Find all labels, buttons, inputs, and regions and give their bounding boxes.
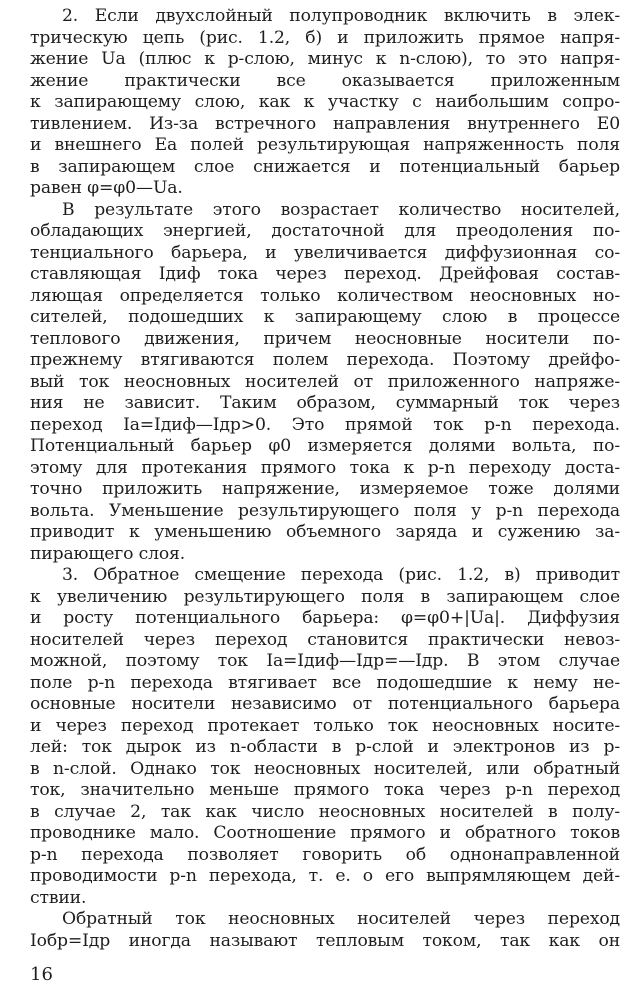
text-line: 2. Если двухслойный полупроводник включить в элек- — [62, 6, 620, 26]
text-line: Потенциальный барьер φ0 измеряется долями вольта, по- — [30, 436, 620, 456]
text-line: основные носители независимо от потенциального барьера — [30, 694, 620, 714]
text-line: точно приложить напряжение, измеряемое тоже долями — [30, 479, 620, 499]
text-line: Обратный ток неосновных носителей через переход — [62, 909, 620, 929]
text-line: к увеличению результирующего поля в запирающем слое — [30, 586, 620, 607]
text-line: ток, значительно меньше прямого тока через p-n переход — [30, 780, 620, 800]
text-line: тивлением. Из-за встречного направления внутреннего E0 — [30, 113, 620, 134]
text-line: ставляющая Iдиф тока через переход. Дрейфовая состав- — [30, 264, 620, 284]
text-line: поле p-n перехода втягивает все подошедшие к нему не- — [30, 672, 620, 693]
text-line: пирающего слоя. — [30, 543, 186, 564]
text-line: трическую цепь (рис. 1.2, б) и приложить прямое напря- — [30, 27, 620, 48]
page-number: 16 — [30, 964, 53, 985]
text-line: В результате этого возрастает количество носителей, — [62, 199, 620, 220]
text-line: p-n перехода позволяет говорить об однонаправленной — [30, 844, 620, 865]
text-line: переход Iа=Iдиф—Iдр>0. Это прямой ток p-n перехода. — [30, 414, 620, 435]
text-line: лей: ток дырок из n-области в p-слой и электронов из p- — [30, 737, 620, 757]
text-line: жение практически все оказывается приложенным — [30, 70, 620, 91]
text-line: равен φ=φ0—Uа. — [30, 178, 183, 198]
text-line: проводнике мало. Соотношение прямого и обратного токов — [30, 823, 620, 843]
text-line: вый ток неосновных носителей от приложенного напряже- — [30, 371, 620, 392]
text-line: ствии. — [30, 887, 87, 908]
text-line: теплового движения, причем неосновные носители по- — [30, 328, 620, 349]
text-line: приводит к уменьшению объемного заряда и сужению за- — [30, 522, 620, 542]
text-line: в n-слой. Однако ток неосновных носителей, или обратный — [30, 758, 620, 779]
text-line: обладающих энергией, достаточной для преодоления по- — [30, 221, 620, 241]
text-line: тенциального барьера, и увеличивается диффузионная со- — [30, 242, 620, 263]
text-line: ния не зависит. Таким образом, суммарный ток через — [30, 393, 620, 413]
text-line: проводимости p-n перехода, т. е. о его выпрямляющем дей- — [30, 866, 620, 886]
text-line: вольта. Уменьшение результирующего поля у p-n перехода — [30, 500, 620, 521]
text-line: жение Uа (плюс к p-слою, минус к n-слою), то это напря- — [30, 49, 620, 69]
text-line: к запирающему слою, как к участку с наибольшим сопро- — [30, 92, 620, 112]
text-line: ляющая определяется только количеством неосновных но- — [30, 285, 620, 306]
text-line: и росту потенциального барьера: φ=φ0+|Uа|. Диффузия — [30, 608, 620, 628]
text-line: этому для протекания прямого тока к p-n переходу доста- — [30, 457, 620, 478]
text-line: в запирающем слое снижается и потенциальный барьер — [30, 156, 620, 177]
text-line: 3. Обратное смещение перехода (рис. 1.2, в) приводит — [62, 565, 620, 585]
text-line: и внешнего Eа полей результирующая напряженность поля — [30, 135, 620, 155]
text-line: и через переход протекает только ток неосновных носите- — [30, 715, 620, 736]
text-line: в случае 2, так как число неосновных носителей в полу- — [30, 801, 620, 822]
text-line: носителей через переход становится практически невоз- — [30, 629, 620, 650]
text-line: можной, поэтому ток Iа=Iдиф—Iдр=—Iдр. В этом случае — [30, 651, 620, 671]
text-line: прежнему втягиваются полем перехода. Поэтому дрейфо- — [30, 350, 620, 370]
text-line: сителей, подошедших к запирающему слою в процессе — [30, 307, 620, 327]
text-line: Iобр=Iдр иногда называют тепловым током, так как он — [30, 930, 620, 951]
